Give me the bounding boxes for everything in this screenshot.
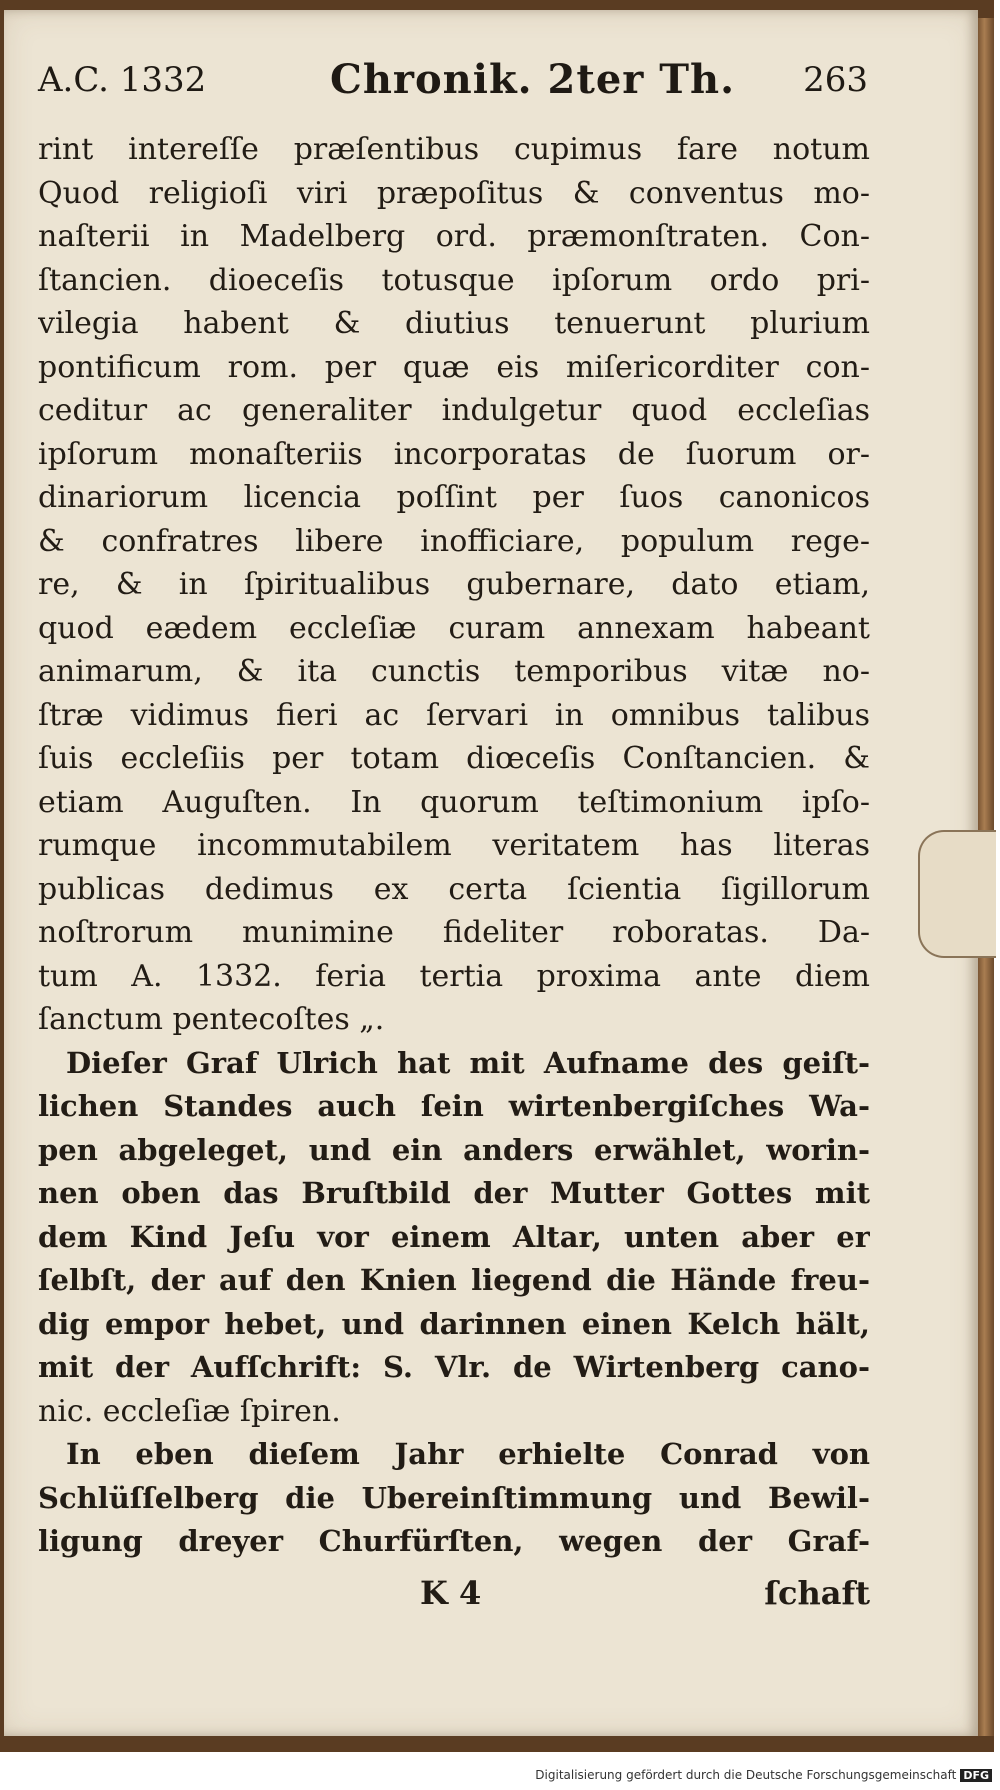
text-line: lichen Standes auch ſein wirtenbergiſches Wa- [38,1089,870,1123]
text-line: mit der Aufſchrift: S. Vlr. de Wirtenberg cano- [38,1350,870,1384]
text-line: Quod religioſi viri præpoſitus & conventus mo- [38,175,870,211]
running-header [38,56,868,106]
text-line: dinariorum licencia poſſint per ſuos canonicos [38,480,870,515]
text-line: dem Kind Jeſu vor einem Altar, unten aber er [38,1219,870,1254]
text-line: vilegia habent & diutius tenuerunt plurium [38,306,870,341]
header-year: A.C. 1332 [38,60,207,100]
text-line: dig empor hebet, und darinnen einen Kelch hält, [38,1306,870,1341]
text-line: quod eædem eccleſiæ curam annexam habeant [38,610,870,646]
text-line: tum A. 1332. feria tertia proxima ante diem [38,958,870,994]
dfg-credit [535,1768,992,1782]
text-line: pen abgeleget, und ein anders erwählet, worin- [38,1132,870,1167]
text-line: ſtræ vidimus fieri ac ſervari in omnibus talibus [38,697,870,733]
text-line: ipſorum monaſteriis incorporatas de ſuorum or- [38,436,870,472]
text-line: ſuis eccleſiis per totam diœceſis Conſtancien. & [38,741,870,776]
page-clip-tab [918,830,996,958]
text-line: ceditur ac generaliter indulgetur quod eccleſias [38,393,870,428]
text-line: nic. eccleſiæ ſpiren. [38,1393,341,1429]
text-line: nen oben das Bruſtbild der Mutter Gottes mit [38,1176,870,1210]
text-line: noſtrorum munimine fideliter roboratas. Da- [38,915,870,950]
text-line: Dieſer Graf Ulrich hat mit Aufname des geiſt- [66,1045,870,1080]
text-line: etiam Auguſten. In quorum teſtimonium ipſo- [38,784,870,820]
signature-mark: K 4 [420,1574,482,1612]
text-line: ſelbſt, der auf den Knien liegend die Hände freu- [38,1263,870,1297]
text-line: In eben dieſem Jahr erhielte Conrad von [66,1437,870,1471]
text-line: rint intereſſe præſentibus cupimus fare notum [38,132,870,167]
text-line: pontificum rom. per quæ eis miſericorditer con- [38,349,870,385]
text-line: animarum, & ita cunctis temporibus vitæ no- [38,654,870,689]
catchword: ſchaft [764,1574,870,1612]
text-line: re, & in ſpiritualibus gubernare, dato etiam, [38,567,870,602]
page-number: 263 [803,60,868,100]
dfg-logo: DFG [960,1769,992,1782]
text-line: naſterii in Madelberg ord. præmonſtraten. Con- [38,219,870,254]
text-line: ſtancien. dioeceſis totusque ipſorum ordo pri- [38,262,870,298]
body-text [38,128,870,1564]
dfg-credit-text: Digitalisierung gefördert durch die Deutsche Forschungsgemeinschaft [535,1768,957,1782]
text-line: publicas dedimus ex certa ſcientia ſigillorum [38,871,870,907]
text-line: ligung dreyer Churfürſten, wegen der Graf- [38,1524,870,1558]
text-line: rumque incommutabilem veritatem has literas [38,828,870,863]
text-line: ſanctum pentecoſtes „. [38,1002,385,1037]
text-line: & confratres libere inofficiare, populum rege- [38,523,870,559]
text-line: Schlüſſelberg die Ubereinſtimmung und Bewil- [38,1480,870,1515]
page-footer [38,1574,870,1624]
header-title: Chronik. 2ter Th. [330,56,736,103]
